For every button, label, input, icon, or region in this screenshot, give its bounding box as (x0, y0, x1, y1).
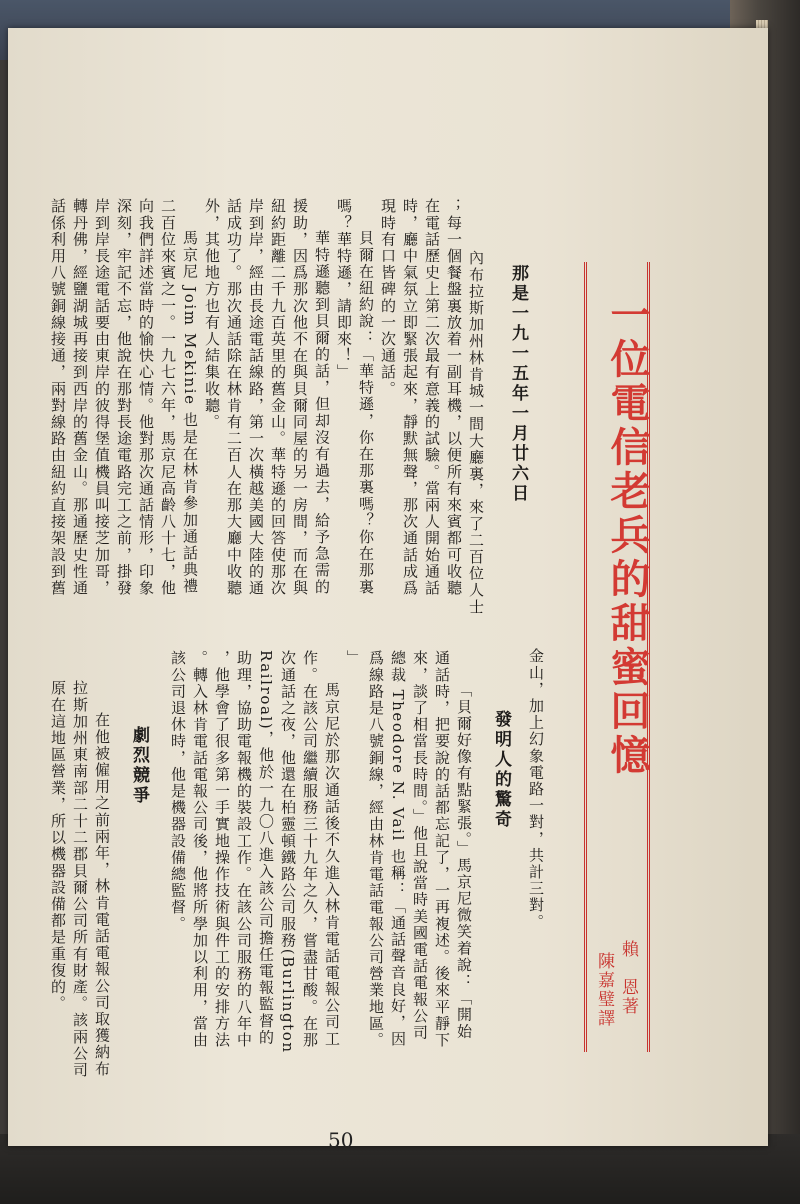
page-number: 50 (328, 1128, 354, 1152)
body-column: 原在這地區營業，所以機器設備都是重復的。 (49, 680, 67, 1012)
body-column: 話成功了。那次通話除在林肯有二百人在那大廳中收聽 (225, 198, 243, 597)
body-column: 嗎？華特遜，請即來！」 (335, 198, 353, 381)
dateline: 那是一九一五年一月廿六日 (508, 264, 528, 504)
body-column: 在他被僱用之前兩年，林肯電話電報公司取獲納布 (93, 712, 111, 1078)
body-column: 來，談了相當長時間。」他且說當時美國電話電報公司 (411, 650, 429, 1041)
author-credit: 賴 恩著 (618, 940, 638, 1016)
body-column: 轉丹佛，經鹽湖城再接到西岸的舊金山。那通歷史性通 (71, 198, 89, 597)
body-column: 通話時，把要說的話都忘記了，一再複述。後來平靜下 (433, 650, 451, 1049)
body-column: 內布拉斯加州林肯城一間大廳裏，來了二百位人士 (467, 250, 485, 616)
body-column: 馬京尼 Joim Mekinie 也是在林肯參加通話典禮 (181, 230, 199, 595)
body-column: 岸到岸，經由長途電話線路，第一次橫越美國大陸的通 (247, 198, 265, 597)
article-title: 一位電信老兵的甜蜜回憶 (604, 294, 650, 778)
body-column: 拉斯加州東南部二十二郡貝爾公司所有財產。該兩公司 (71, 680, 89, 1079)
body-column: 華特遜聽到貝爾的話，但却沒有過去，給予急需的 (313, 230, 331, 596)
body-column: 岸到岸長途電話要由東岸的彼得堡值機員叫接芝加哥， (93, 198, 111, 597)
body-column: Railroal)，他於一九〇八進入該公司擔任電報監督的 (257, 650, 275, 1046)
body-column: 作。在該公司繼續服務三十九年之久，嘗盡甘酸。在那 (301, 650, 319, 1049)
body-column: 外，其他地方也有人結集收聽。 (203, 198, 221, 431)
body-column: 話係利用八號銅線接通，兩對線路由紐約直接架設到舊 (49, 198, 67, 597)
body-column: 馬京尼於那次通話後不久進入林肯電話電報公司工 (323, 682, 341, 1048)
body-column: 次通話之夜，他還在柏靈頓鐵路公司服務(Burlington (279, 650, 297, 1054)
body-column: ，他學會了很多第一手實地操作技術與件工的安排方法 (213, 650, 231, 1049)
body-column: 金山，加上幻象電路一對，共計三對。 (527, 648, 545, 931)
body-column: 」 (345, 650, 363, 667)
section-heading-competition: 劇烈競爭 (129, 726, 149, 806)
body-column: 貝爾在紐約說：「華特遜，你在那裏嗎？你在那裏 (357, 230, 375, 596)
body-column: 現時有口皆碑的一次通話。 (379, 198, 397, 398)
body-column: 二百位來賓之一。一九七六年，馬京尼高齡八十七，他 (159, 198, 177, 597)
section-heading-inventor: 發明人的驚奇 (491, 710, 511, 830)
body-column: 總裁 Theodore N. Vail 也稱：「通話聲音良好，因 (389, 650, 407, 1048)
body-column: ；每一個餐盤裏放着一副耳機，以便所有來賓都可收聽 (445, 198, 463, 597)
body-column: 。轉入林肯電話電報公司後，他將所學加以利用，當由 (191, 650, 209, 1049)
body-column: 助理，協助電報機的裝設工作。在該公司服務的八年中 (235, 650, 253, 1049)
body-column: 援助，因爲那次他不在與貝爾同屋的另一房間，而在與 (291, 198, 309, 597)
body-column: 爲線路是八號銅線，經由林肯電話電報公司營業地區。 (367, 650, 385, 1049)
body-column: 該公司退休時，他是機器設備總監督。 (169, 650, 187, 933)
body-column: 紐約距離二千九百英里的舊金山。華特遜的回答使那次 (269, 198, 287, 597)
body-column: 深刻，牢記不忘，他說在那對長途電路完工之前，掛發 (115, 198, 133, 597)
body-column: 時，廳中氣氛立即緊張起來，靜默無聲，那次通話成爲 (401, 198, 419, 597)
book-page (8, 28, 768, 1152)
translator-credit: 陳嘉璧譯 (594, 952, 614, 1028)
body-column: 「貝爾好像有點緊張。」馬京尼微笑着說：「開始 (455, 682, 473, 1040)
title-frame (584, 262, 650, 1052)
body-column: 在電話歷史上第二次最有意義的試驗。當兩人開始通話 (423, 198, 441, 597)
body-column: 向我們詳述當時的愉快心情。他對那次通話情形，印象 (137, 198, 155, 597)
